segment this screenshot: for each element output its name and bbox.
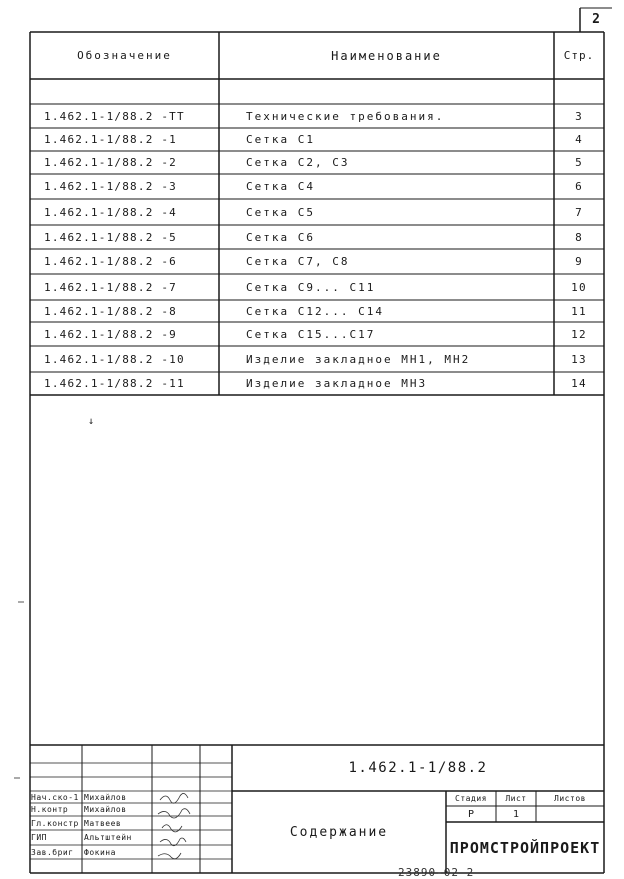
row-name: Сетка С5 (246, 205, 315, 219)
header-page: Стр. (563, 49, 595, 62)
row-name: Сетка С1 (246, 133, 315, 146)
signature-role: Н.контр (31, 805, 69, 814)
row-designation: 1.462.1-1/88.2 -5 (44, 230, 177, 244)
row-page: 7 (575, 205, 583, 219)
signature-role: ГИП (31, 833, 47, 842)
sheet-label: Лист (505, 794, 527, 803)
stray-mark: ↓ (88, 416, 95, 427)
row-designation: 1.462.1-1/88.2 -2 (44, 156, 177, 169)
row-designation: 1.462.1-1/88.2 -ТТ (44, 109, 185, 123)
row-designation: 1.462.1-1/88.2 -7 (44, 280, 177, 294)
row-name: Технические требования. (246, 109, 445, 123)
row-page: 13 (571, 352, 587, 366)
row-designation: 1.462.1-1/88.2 -1 (44, 133, 177, 146)
row-page: 9 (575, 255, 583, 268)
row-name: Сетка С4 (246, 180, 315, 193)
row-name: Сетка С12... С14 (246, 304, 384, 318)
row-designation: 1.462.1-1/88.2 -4 (44, 205, 177, 219)
row-designation: 1.462.1-1/88.2 -9 (44, 327, 177, 341)
document-code: 1.462.1-1/88.2 (348, 760, 488, 776)
company-name: ПРОМСТРОЙПРОЕКТ (449, 838, 601, 857)
stage-label: Стадия (455, 794, 487, 803)
header-name: Наименование (331, 48, 442, 63)
signature-role: Зав.бриг (31, 847, 74, 857)
row-page: 11 (571, 304, 587, 318)
header-designation: Обозначение (77, 49, 172, 62)
signature-name: Михайлов (84, 805, 127, 814)
sheets-label: Листов (554, 794, 586, 803)
signature-name: Михайлов (84, 792, 127, 802)
signature-role: Гл.констр (31, 818, 79, 828)
row-designation: 1.462.1-1/88.2 -6 (44, 255, 177, 268)
signature-role: Нач.ско-1 (31, 792, 79, 802)
row-page: 14 (571, 377, 587, 390)
row-page: 12 (571, 327, 587, 341)
signature-name: Фокина (84, 847, 116, 857)
signature-name: Матвеев (84, 818, 122, 828)
row-page: 8 (575, 230, 583, 244)
row-designation: 1.462.1-1/88.2 -8 (44, 304, 177, 318)
row-name: Изделие закладное МН1, МН2 (246, 352, 471, 366)
row-designation: 1.462.1-1/88.2 -11 (44, 377, 185, 390)
signature-name: Альтштейн (84, 833, 132, 842)
stage-value: Р (467, 808, 475, 820)
row-name: Сетка С6 (246, 230, 315, 244)
sheet-value: 1 (512, 808, 520, 820)
row-page: 3 (575, 109, 583, 123)
row-designation: 1.462.1-1/88.2 -10 (44, 352, 185, 366)
row-page: 5 (575, 156, 583, 169)
row-name: Сетка С2, С3 (246, 156, 350, 169)
row-name: Изделие закладное МН3 (246, 377, 428, 390)
row-name: Сетка С7, С8 (246, 255, 350, 268)
row-page: 4 (575, 133, 583, 146)
document-title: Содержание (289, 824, 389, 840)
sheet-number: 2 (592, 11, 600, 27)
row-name: Сетка С9... С11 (246, 280, 376, 294)
footer-number: 23890-02 2 (398, 866, 475, 879)
row-designation: 1.462.1-1/88.2 -3 (44, 180, 177, 193)
row-name: Сетка С15...С17 (246, 327, 376, 341)
row-page: 10 (571, 280, 587, 294)
row-page: 6 (575, 180, 583, 193)
